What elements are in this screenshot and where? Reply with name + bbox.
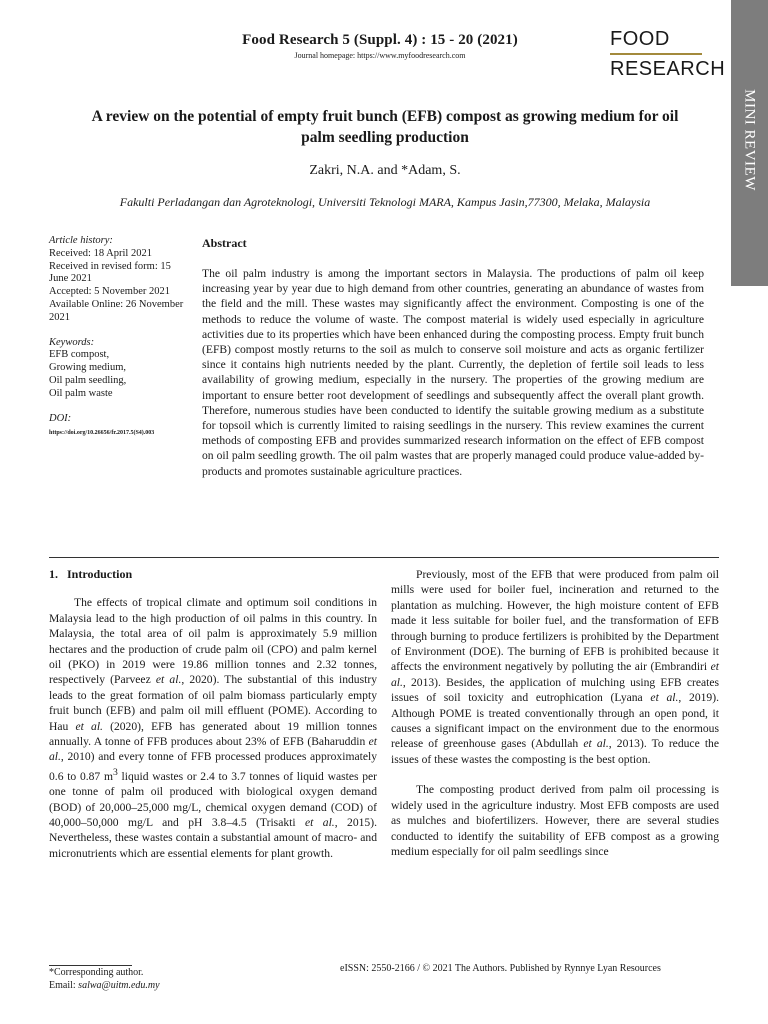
keyword-item: Oil palm waste: [49, 387, 113, 399]
body-paragraph: Previously, most of the EFB that were produced from palm oil mills were used for boiler fuel, incineration and returned to the plantation as mulching. However, the high moisture content of EFB made it less suitable for boiler fuel, and the transformation of EFB through burning to produce fertilizers is prohibited by the Department of Environment (DOE). The burning of EFB is prohibited because it affects the environment negatively by polluting the air (Embrandiri et al., 2013). Besides, the application of mulching using EFB creates issues of soil toxicity and eutrophication (Lyana et al., 2019). Although POME is treated conventionally through an open pond, it causes a significant impact on the environment due to the enormous release of greenhouse gases (Abdullah et al., 2013). To reduce the issues of these wastes the composting is the best option.: [391, 568, 720, 766]
keywords-heading: Keywords:: [49, 336, 95, 348]
journal-title: Food Research 5 (Suppl. 4) : 15 - 20 (2021): [242, 32, 518, 48]
food-research-logo: [610, 28, 726, 80]
abstract-section: [202, 236, 704, 479]
history-accepted: Accepted: 5 November 2021: [49, 286, 171, 298]
article-info-sidebar: [49, 235, 189, 440]
logo-rule: [610, 53, 702, 55]
history-available: Available Online: 26 November 2021: [49, 298, 184, 323]
paper-title: A review on the potential of empty fruit bunch (EFB) compost as growing medium for oil palm seedling production: [91, 108, 679, 146]
keyword-item: Oil palm seedling,: [49, 374, 127, 386]
abstract-heading: Abstract: [202, 236, 247, 250]
issn-line: eISSN: 2550-2166 / © 2021 The Authors. Published by Rynnye Lyan Resources: [340, 963, 661, 974]
article-type-label: MINI REVIEW: [741, 89, 758, 191]
introduction-paragraph: The effects of tropical climate and optimum soil conditions in Malaysia lead to the high production of oil palms in this country. In Malaysia, the total area of oil palm is approximately 5.9 million hectares and the production of crude palm oil (CPO) and palm kernel oil (PKO) in 2019 were 19.86 million tonnes and 2.32 tonnes, respectively (Parveez et al., 2020). The substantial of this industry leads to the great formation of oil palm biomass particularly empty fruit bunch (EFB) and palm oil mill effluent (POME). According to Hau et al. (2020), EFB has generated about 19 million tonnes annually. A tonne of FFB produces about 23% of EFB (Baharuddin et al., 2010) and every tonne of FFB processed produces approximately 0.6 to 0.87 $m^3$ liquid wastes or 2.4 to 3.7 tonnes of liquid wastes per one tonne of palm oil produced with biological oxygen demand (BOD) of 20,000–25,000 mg/L, chemical oxygen demand (COD) of 40,000–50,000 mg/L and pH 3.8–4.5 (Trisakti et al., 2015). Nevertheless, these wastes contain a substantial amount of macro- and micronutrients which are essential elements for plant growth.: [49, 596, 377, 860]
authors: Zakri, N.A. and *Adam, S.: [309, 163, 461, 178]
doi-link[interactable]: https://doi.org/10.26656/fr.2017.5(S4).003: [49, 430, 155, 437]
article-type-tab: [731, 0, 768, 286]
affiliation: Fakulti Perladangan dan Agroteknologi, Universiti Teknologi MARA, Kampus Jasin,77300, Melaka, Malaysia: [119, 195, 651, 209]
corresponding-footnote: [49, 966, 160, 992]
email-line: Email: salwa@uitm.edu.my: [49, 980, 160, 991]
logo-word-food: FOOD: [610, 28, 670, 50]
article-history-heading: Article history:: [49, 235, 113, 246]
section-divider: [49, 557, 719, 558]
history-revised: Received in revised form: 15 June 2021: [49, 260, 171, 285]
body-column-left: [49, 567, 377, 861]
body-paragraph: The composting product derived from palm oil processing is widely used in the agriculture industry. Most EFB composts are used as mulches and biofertilizers. However, there are several studies conducted to identify the suitability of EFB compost as a growing medium especially for oil palm seedlings since: [391, 783, 719, 858]
corresponding-author-label: *Corresponding author.: [49, 967, 144, 978]
logo-word-research: RESEARCH: [610, 58, 726, 80]
keyword-item: Growing medium,: [49, 362, 126, 374]
introduction-heading: 1. Introduction: [49, 567, 133, 581]
keyword-item: EFB compost,: [49, 349, 110, 361]
journal-header: [200, 32, 560, 60]
doi-heading: DOI:: [49, 412, 72, 424]
body-column-right: [391, 567, 719, 859]
email-link[interactable]: salwa@uitm.edu.my: [78, 980, 160, 991]
history-received: Received: 18 April 2021: [49, 247, 152, 259]
journal-homepage[interactable]: Journal homepage: https://www.myfoodresearch.com: [294, 51, 466, 60]
abstract-text: The oil palm industry is among the important sectors in Malaysia. The productions of palm oil keep increasing year by year due to high demand from other countries, generating an abundance of wastes from the field and the mill. These wastes may significantly affect the environment. Composting is one of the methods to reduce the volume of waste. The compost material is widely used especially in agriculture activities due to its properties which have been enhanced during the composting process. Empty fruit bunch (EFB) compost mostly returns to the soil as mulch to conserve soil moisture and acts as organic fertilizer since it contains high nutrients needed by the plant. Currently, the depletion of fertile soil leads to less availability of growing medium, especially in the nursery. The properties of the growing medium are important to ensure better root development of seedlings and subsequently affect the overall plant growth. Therefore, numerous studies have been conducted to identify the suitable growing medium as a substitute for topsoil which is currently limited to raising seedlings in the nursery. This review examines the current methods of composting EFB and provides summarized research information on the effect of EFB compost on oil palm seedling growth. The oil palm wastes that are properly managed could produce value-added by-products and promotes sustainable agriculture practices.: [202, 267, 704, 478]
